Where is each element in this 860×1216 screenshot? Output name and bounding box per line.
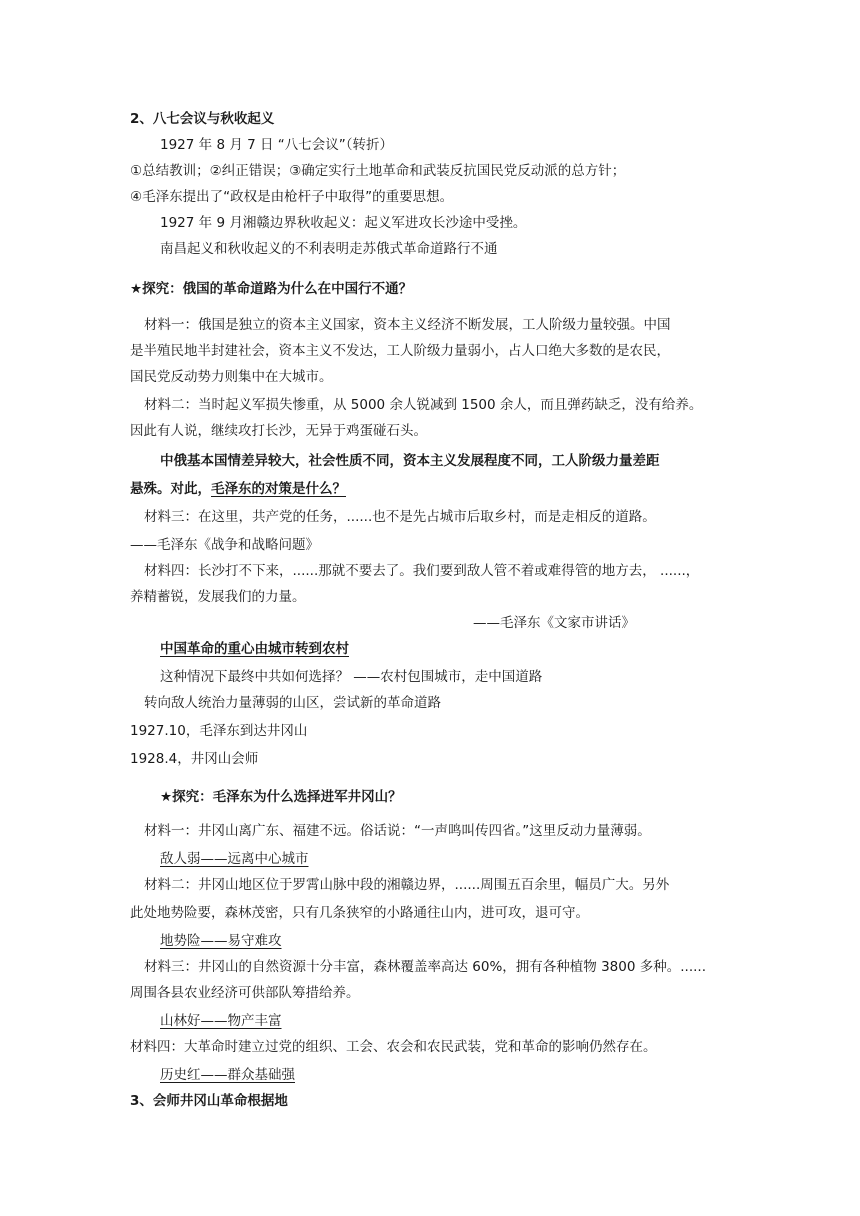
text-line: 材料三：井冈山的自然资源十分丰富，森林覆盖率高达 60%，拥有各种植物 3800 多种。...... <box>144 959 706 975</box>
section-heading: 2、八七会议与秋收起义 <box>130 111 275 127</box>
text-line: 材料四：长沙打不下来，......那就不要去了。我们要到敌人管不着或难得管的地方去， ......， <box>144 563 700 579</box>
underlined-point: 地势险——易守难攻 <box>160 933 282 949</box>
text-line: ①总结教训；②纠正错误；③确定实行土地革命和武装反抗国民党反动派的总方针； <box>130 163 626 179</box>
text-line: 材料三：在这里，共产党的任务，......也不是先占城市后取乡村，而是走相反的道路。 <box>144 509 656 525</box>
section-heading: 3、会师井冈山革命根据地 <box>130 1093 288 1109</box>
citation: ——毛泽东《文家市讲话》 <box>473 615 635 631</box>
text-line: 这种情况下最终中共如何选择？ ——农村包围城市，走中国道路 <box>160 669 543 685</box>
text-line: 材料一：井冈山离广东、福建不远。俗话说：“一声鸣叫传四省。”这里反动力量薄弱。 <box>144 823 651 839</box>
text-line: 材料二：井冈山地区位于罗霄山脉中段的湘赣边界，......周围五百余里，幅员广大。另外 <box>144 877 670 893</box>
text-line: 是半殖民地半封建社会，资本主义不发达，工人阶级力量弱小，占人口绝大多数的是农民， <box>130 343 670 359</box>
underlined-point: 历史红——群众基础强 <box>160 1067 295 1083</box>
text-line: 养精蓄锐，发展我们的力量。 <box>130 589 306 605</box>
text-line: 1927 年 9 月湘赣边界秋收起义：起义军进攻长沙途中受挫。 <box>160 215 527 231</box>
text-line: 周围各县农业经济可供部队筹措给养。 <box>130 985 360 1001</box>
text-line: 材料四：大革命时建立过党的组织、工会、农会和农民武装，党和革命的影响仍然存在。 <box>130 1039 657 1055</box>
inquiry-heading: ★探究：俄国的革命道路为什么在中国行不通？ <box>130 281 413 297</box>
underlined-point: 山林好——物产丰富 <box>160 1013 282 1029</box>
citation: ——毛泽东《战争和战略问题》 <box>130 537 319 553</box>
underlined-conclusion: 中国革命的重心由城市转到农村 <box>160 641 349 657</box>
text-line: 国民党反动势力则集中在大城市。 <box>130 369 333 385</box>
text-line: ④毛泽东提出了“政权是由枪杆子中取得”的重要思想。 <box>130 189 454 205</box>
timeline-item: 1928.4，井冈山会师 <box>130 751 259 767</box>
text-span: 悬殊。对此， <box>130 481 211 497</box>
text-line: 材料一：俄国是独立的资本主义国家，资本主义经济不断发展，工人阶级力量较强。中国 <box>144 317 671 333</box>
inquiry-heading: ★探究：毛泽东为什么选择进军井冈山？ <box>160 789 402 805</box>
text-line: 南昌起义和秋收起义的不利表明走苏俄式革命道路行不通 <box>160 241 498 257</box>
text-line: 转向敌人统治力量薄弱的山区，尝试新的革命道路 <box>144 695 441 711</box>
text-line-bold: 中俄基本国情差异较大，社会性质不同，资本主义发展程度不同，工人阶级力量差距 <box>160 453 660 469</box>
text-line: 1927 年 8 月 7 日 “八七会议”（转折） <box>160 137 394 153</box>
underlined-question: 毛泽东的对策是什么？ <box>211 481 346 497</box>
text-line: 因此有人说，继续攻打长沙，无异于鸡蛋碰石头。 <box>130 423 427 439</box>
text-line-bold <box>130 480 730 498</box>
text-line: 材料二：当时起义军损失惨重，从 5000 余人锐减到 1500 余人，而且弹药缺乏，没有给养。 <box>144 397 703 413</box>
timeline-item: 1927.10，毛泽东到达井冈山 <box>130 723 308 739</box>
text-line: 此处地势险要，森林茂密，只有几条狭窄的小路通往山内，进可攻，退可守。 <box>130 905 589 921</box>
underlined-point: 敌人弱——远离中心城市 <box>160 851 309 867</box>
